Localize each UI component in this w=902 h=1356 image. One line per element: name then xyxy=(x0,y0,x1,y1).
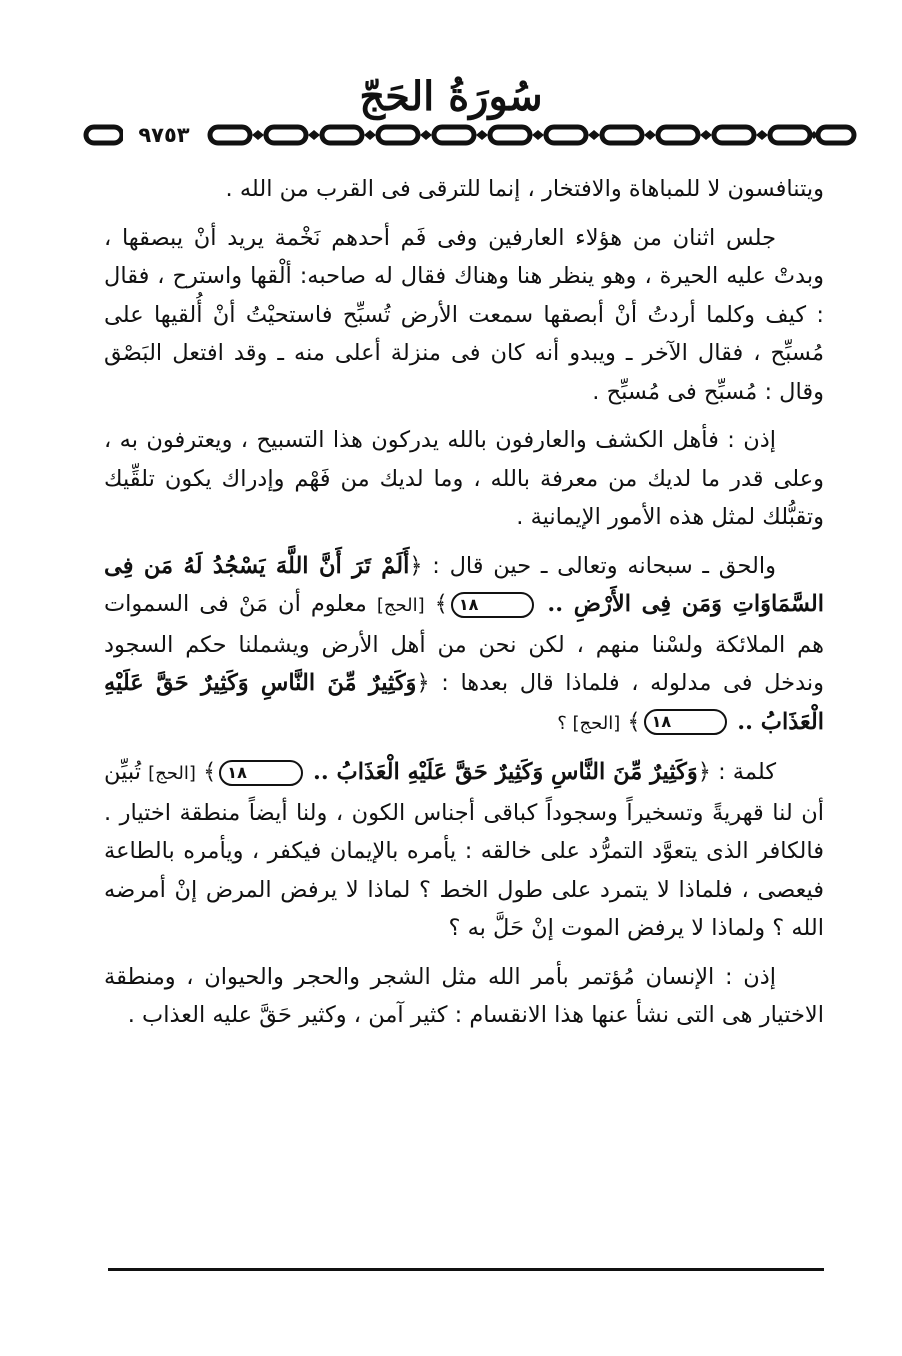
paragraph xyxy=(104,753,824,948)
verse-number-marker: ١٨ xyxy=(644,709,728,735)
paragraph: إذن : الإنسان مُؤتمر بأمر الله مثل الشجر والحجر والحيوان ، ومنطقة الاختيار هى التى نشأ عنها هذا الانقسام : كثير آمن ، وكثير حَقَّ عليه العذاب . xyxy=(104,963,824,1028)
quran-verse: وَكَثِيرٌ مِّنَ النَّاسِ وَكَثِيرٌ حَقَّ عَلَيْهِ الْعَذَابُ .. xyxy=(313,759,698,785)
verse-number-marker: ١٨ xyxy=(451,592,535,618)
paragraph-text: والحق ـ سبحانه وتعالى ـ حين قال : xyxy=(432,552,777,579)
quran-close-bracket: ﴾ xyxy=(434,591,448,617)
surah-reference: [الحج] xyxy=(148,763,196,784)
verse-number-marker: ١٨ xyxy=(219,760,303,786)
quran-open-bracket: ﴿ xyxy=(697,759,711,785)
footer-rule xyxy=(108,1268,824,1271)
paragraph xyxy=(104,547,824,744)
surah-reference: [الحج] ؟ xyxy=(557,712,621,734)
surah-title: سُورَةُ الحَجّ xyxy=(359,73,543,120)
quran-verse: وَكَثِيرٌ مِّنَ النَّاسِ وَكَثِيرٌ حَقَّ عَلَيْهِ الْعَذَابُ .. xyxy=(104,670,824,735)
quran-open-bracket: ﴿ xyxy=(416,670,430,696)
page-text xyxy=(104,170,824,1045)
quran-close-bracket: ﴾ xyxy=(203,759,217,785)
surah-reference: [الحج] xyxy=(376,595,425,616)
paragraph-text: كلمة : xyxy=(718,759,777,785)
paragraph-text: معلوم أن مَنْ فى السموات هم الملائكة ولسْنا منهم ، لكن نحن من أهل الأرض ويشملنا حكم السجود وندخل فى مدلوله ، فلماذا قال بعدها : xyxy=(104,591,825,696)
quran-open-bracket: ﴿ xyxy=(409,552,423,579)
page-number: ٩٧٥٣ xyxy=(123,121,205,149)
quran-close-bracket: ﴾ xyxy=(627,708,641,735)
paragraph: ويتنافسون لا للمباهاة والافتخار ، إنما للترقى فى القرب من الله . xyxy=(225,176,824,202)
paragraph: إذن : فأهل الكشف والعارفون بالله يدركون هذا التسبيح ، ويعترفون به ، وعلى قدر ما لديك من معرفة بالله ، وما لديك من فَهْم وإدراك يكون تلقِّيك وتقبُّلك لمثل هذه الأمور الإيمانية . xyxy=(104,427,824,530)
paragraph-text: تُبيِّن أن لنا قهريةً وتسخيراً وسجوداً كباقى أجناس الكون ، ولنا أيضاً منطقة اختيار . فالكافر الذى يتعوَّد التمرُّد على خالقه : يأمره بالإيمان فيكفر ، ويأمره بالطاعة فيعصى ، فلماذا لا يتمرد على طول الخط ؟ لماذا لا يرفض المرض إنْ أمرضه الله ؟ ولماذا لا يرفض الموت إنْ حَلَّ به ؟ xyxy=(104,759,824,941)
paragraph: جلس اثنان من هؤلاء العارفين وفى فَم أحدهم نَخْمة يريد أنْ يبصقها ، وبدتْ عليه الحيرة ، وهو ينظر هنا وهناك فقال له صاحبه: ألْقها واسترح ، فقال : كيف وكلما أردتُ أنْ أبصقها سمعت الأرض تُسبِّح فاستحيْتُ أنْ أُلقيها على مُسبِّح ، فقال الآخر ـ ويبدو أنه كان فى منزلة أعلى منه ـ وقد افتعل البَصْق وقال : مُسبِّح فى مُسبِّح . xyxy=(104,224,824,405)
quran-verse: أَلَمْ تَرَ أَنَّ اللَّهَ يَسْجُدُ لَهُ مَن فِى السَّمَاوَاتِ وَمَن فِى الأَرْضِ .. xyxy=(104,552,825,617)
